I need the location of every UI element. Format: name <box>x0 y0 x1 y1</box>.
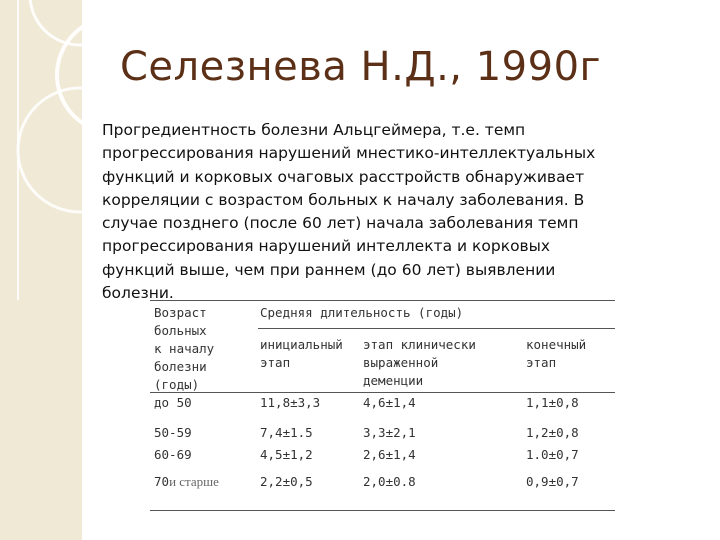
age-column-header: Возраст больных к началу болезни (годы) <box>154 305 215 392</box>
table-cell-initial: 11,8±3,3 <box>260 395 321 410</box>
table-header-rule <box>150 392 615 393</box>
paragraph-line: Прогредиентность болезни Альцгеймера, т.е. темп <box>102 121 526 139</box>
table-cell-clinical: 2,6±1,4 <box>363 447 416 462</box>
table-cell-final: 1.0±0,7 <box>526 447 579 462</box>
paragraph-line: прогрессирования нарушений мнестико-интеллектуальных <box>102 144 596 163</box>
paragraph-line: корреляции с возрастом больных к началу заболевания. В <box>102 190 585 209</box>
clinical-stage-header: этап клинически выраженной деменции <box>363 337 476 388</box>
table-top-rule <box>150 300 615 301</box>
initial-stage-header: инициальный этап <box>260 337 343 370</box>
table-cell-initial: 4,5±1,2 <box>260 447 313 462</box>
age-suffix-text: и старше <box>169 474 219 489</box>
table-cell-initial: 2,2±0,5 <box>260 474 313 489</box>
duration-table <box>150 300 615 512</box>
paragraph-line: функций и корковых очаговых расстройств обнаруживает <box>102 167 585 186</box>
slide-title: Селезнева Н.Д., 1990г <box>120 44 602 90</box>
table-cell-clinical: 2,0±0.8 <box>363 474 416 489</box>
table-row-age: 70и старше <box>154 474 219 489</box>
table-row-age: 50-59 <box>154 425 192 440</box>
table-cell-final: 0,9±0,7 <box>526 474 579 489</box>
duration-column-header: Средняя длительность (годы) <box>260 305 464 320</box>
table-cell-clinical: 4,6±1,4 <box>363 395 416 410</box>
table-cell-initial: 7,4±1.5 <box>260 425 313 440</box>
slide-paragraph <box>102 119 702 305</box>
paragraph-line: прогрессирования нарушений интеллекта и корковых <box>102 237 551 256</box>
final-stage-header: конечный этап <box>526 337 587 370</box>
paragraph-line: случае позднего (после 60 лет) начала заболевания темп <box>102 214 579 233</box>
paragraph-line: болезни. <box>102 284 174 303</box>
table-cell-final: 1,1±0,8 <box>526 395 579 410</box>
table-cell-clinical: 3,3±2,1 <box>363 425 416 440</box>
table-row-age: до 50 <box>154 395 192 410</box>
table-row-age: 60-69 <box>154 447 192 462</box>
table-bottom-rule <box>150 510 615 511</box>
paragraph-line: функций выше, чем при раннем (до 60 лет) выявлении <box>102 260 556 279</box>
table-cell-final: 1,2±0,8 <box>526 425 579 440</box>
table-subheader-rule <box>258 328 615 329</box>
